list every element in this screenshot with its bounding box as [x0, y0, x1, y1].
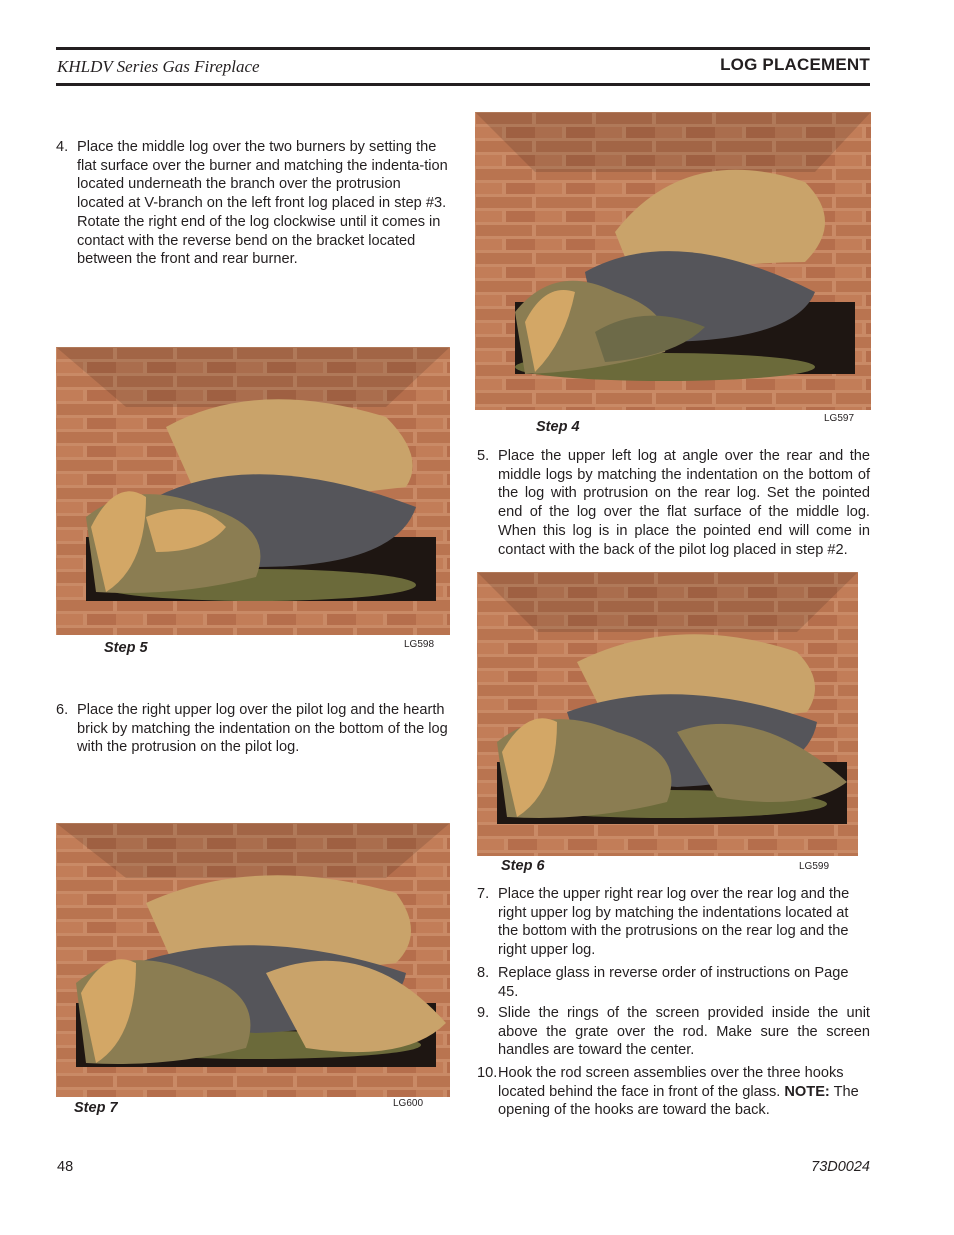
page-number: 48	[57, 1159, 74, 1175]
figure-code-lg599: LG599	[799, 861, 830, 872]
fireplace-photo-image	[56, 347, 450, 635]
caption-step-5: Step 5	[104, 640, 148, 656]
step-text: Place the upper right rear log over the rear log and the right upper log by matching the indentations located at the bottom with the protrusions on the rear log and the right upper log.	[498, 886, 850, 959]
note-label: NOTE:	[784, 1083, 830, 1100]
step-number: 4.	[56, 139, 69, 155]
section-title: LOG PLACEMENT	[720, 55, 870, 74]
step-text	[498, 1064, 870, 1120]
step-text: Slide the rings of the screen provided inside the unit above the grate over the rod. Make sure the screen handles are toward the center.	[498, 1005, 870, 1059]
photo-step-6	[477, 572, 858, 856]
document-code: 73D0024	[811, 1159, 870, 1175]
step-number: 9.	[477, 1005, 490, 1021]
caption-step-7: Step 7	[74, 1100, 118, 1116]
step-text: Place the right upper log over the pilot log and the hearth brick by matching the indentation on the bottom of the log with the protrusion on the pilot log.	[77, 702, 448, 756]
header-rule-bottom	[56, 83, 870, 86]
instruction-step-9	[477, 1004, 870, 1060]
header-rule-top	[56, 47, 870, 50]
fireplace-photo-image	[56, 823, 450, 1097]
figure-code-lg598: LG598	[404, 639, 435, 650]
step-text-after-note: The opening of the hooks are toward the back.	[498, 1083, 859, 1119]
instruction-step-7	[477, 885, 870, 960]
step-number: 6.	[56, 702, 69, 718]
series-title: KHLDV Series Gas Fireplace	[57, 57, 260, 76]
fireplace-photo-image	[475, 112, 871, 410]
instruction-step-6	[56, 701, 450, 757]
figure-code-lg597: LG597	[824, 413, 855, 424]
step-text-before-note: Hook the rod screen assemblies over the three hooks located behind the face in front of the glass.	[498, 1065, 844, 1100]
step-number: 5.	[477, 448, 490, 464]
fireplace-photo-image	[477, 572, 858, 856]
photo-step-4	[475, 112, 871, 410]
step-number: 8.	[477, 965, 490, 981]
instruction-step-8	[477, 964, 870, 1001]
photo-step-7	[56, 823, 450, 1097]
step-text: Replace glass in reverse order of instructions on Page 45.	[498, 965, 849, 1000]
step-number: 10.	[477, 1065, 498, 1081]
photo-step-5	[56, 347, 450, 635]
instruction-step-4	[56, 138, 450, 269]
step-text: Place the middle log over the two burners by setting the flat surface over the burner and matching the indenta-tion located underneath the branch over the protrusion located at V-branch on the left front log placed in step #3. Rotate the right end of the log clockwise until it comes in contact with the reverse bend on the bracket located between the front and rear burner.	[77, 139, 448, 268]
step-number: 7.	[477, 886, 490, 902]
step-text: Place the upper left log at angle over the rear and the middle logs by matching the indentation on the bottom of the log with protrusion on the rear log. Set the pointed end of the log over the flat surface of the middle log. When this log is in place the pointed end will come in contact with the back of the pilot log placed in step #2.	[498, 448, 870, 558]
instruction-step-5	[477, 447, 870, 559]
figure-code-lg600: LG600	[393, 1098, 424, 1109]
instruction-step-10	[477, 1064, 870, 1120]
caption-step-6: Step 6	[501, 858, 545, 874]
caption-step-4: Step 4	[536, 419, 580, 435]
